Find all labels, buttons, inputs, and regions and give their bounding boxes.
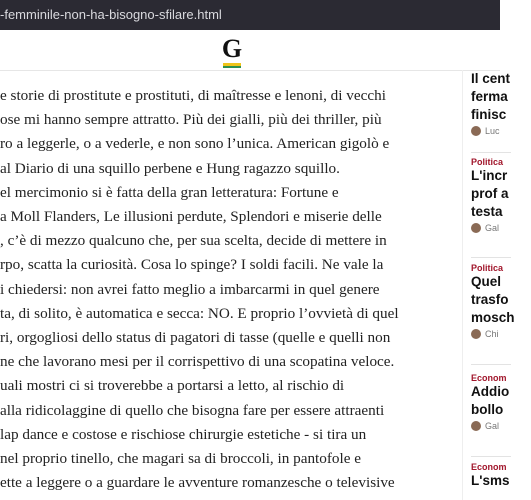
article-line: rpo, scatta la curiosità. Cosa lo spinge? I soldi facili. Ne vale la xyxy=(0,256,384,274)
article-body xyxy=(0,84,445,500)
article-line: ose mi hanno sempre attratto. Più dei gialli, più dei thriller, più xyxy=(0,111,382,129)
related-sidebar xyxy=(462,70,515,500)
sidebar-category[interactable]: Econom xyxy=(471,373,507,383)
article-line: lap dance e costose e rischiose chirurgie estetiche - si tira un xyxy=(0,425,367,443)
sidebar-author-name: Gal xyxy=(485,421,500,431)
sidebar-divider xyxy=(471,364,511,365)
sidebar-category[interactable]: Politica xyxy=(471,263,504,273)
sidebar-article[interactable] xyxy=(471,157,531,233)
sidebar-divider xyxy=(471,152,511,153)
sidebar-article[interactable] xyxy=(471,373,531,431)
sidebar-article[interactable] xyxy=(471,70,531,136)
sidebar-article-title[interactable]: prof a xyxy=(471,186,509,201)
logo-letter: G xyxy=(221,34,243,63)
article-line: ne che lavorano mesi per il corrispettivo di una scopatina veloce. xyxy=(0,353,395,371)
sidebar-article-title[interactable]: L'sms xyxy=(471,473,510,488)
sidebar-article-title[interactable]: ferma xyxy=(471,89,508,104)
sidebar-author xyxy=(471,126,531,136)
article-line: ri, orgogliosi dello status di pagatori di tasse (quelle e quelli non xyxy=(0,329,391,347)
sidebar-article-title[interactable]: bollo xyxy=(471,402,504,417)
site-header xyxy=(0,30,500,71)
sidebar-article-title[interactable]: Quel xyxy=(471,274,502,289)
avatar xyxy=(471,223,481,233)
sidebar-category[interactable]: Econom xyxy=(471,462,507,472)
sidebar-divider xyxy=(471,257,511,258)
sidebar-article[interactable] xyxy=(471,263,531,339)
sidebar-divider xyxy=(471,456,511,457)
article-line: e storie di prostitute e prostituti, di maîtresse e lenoni, di vecchi xyxy=(0,87,386,104)
sidebar-author xyxy=(471,329,531,339)
article-line: el mercimonio si è fatta della gran letteratura: Fortune e xyxy=(0,183,339,201)
article-line: al Diario di una squillo perbene e Hung ragazzo squillo. xyxy=(0,159,340,177)
article-line: ette a leggere o a guardare le avventure romanzesche o televisive xyxy=(0,474,395,492)
sidebar-article-title[interactable]: L'incr xyxy=(471,168,508,183)
article-line: a Moll Flanders, Le illusioni perdute, Splendori e miserie delle xyxy=(0,208,382,226)
article-line: ta, di solito, è automatica e secca: NO. E proprio l’ovvietà di quel xyxy=(0,304,399,322)
avatar xyxy=(471,329,481,339)
article-line: nel proprio tinello, che magari sa di broccoli, in pantofole e xyxy=(0,450,362,468)
site-logo[interactable] xyxy=(221,36,243,66)
sidebar-article-title[interactable]: mosch xyxy=(471,310,515,325)
sidebar-article-title[interactable]: Addio xyxy=(471,384,510,399)
url-text[interactable]: -femminile-non-ha-bisogno-sfilare.html xyxy=(0,7,222,22)
sidebar-author-name: Luc xyxy=(485,126,500,136)
sidebar-author-name: Chi xyxy=(485,329,499,339)
sidebar-author xyxy=(471,223,531,233)
sidebar-category[interactable]: Politica xyxy=(471,157,504,167)
sidebar-article-title[interactable]: finisc xyxy=(471,107,507,122)
article-line: uali mostri ci si troverebbe a portarsi a letto, al rischio di xyxy=(0,377,345,395)
logo-underline xyxy=(223,63,241,68)
avatar xyxy=(471,126,481,136)
sidebar-article-title[interactable]: testa xyxy=(471,204,503,219)
article-line: alla ridicolaggine di quello che bisogna fare per essere attraenti xyxy=(0,401,385,419)
article-line: , c’è di mezzo qualcuno che, per sua scelta, decide di mettere in xyxy=(0,232,387,250)
sidebar-author xyxy=(471,421,531,431)
sidebar-article-title[interactable]: trasfo xyxy=(471,292,509,307)
article-line: ro a leggerle, o a vederle, e non sono l’unica. American gigolò e xyxy=(0,135,390,153)
sidebar-article[interactable] xyxy=(471,462,531,490)
article-line: i chiedersi: non avrei fatto meglio a imbarcarmi in quel genere xyxy=(0,280,380,298)
address-bar[interactable] xyxy=(0,0,500,30)
sidebar-article-title[interactable]: Il cent xyxy=(471,71,511,86)
sidebar-author-name: Gal xyxy=(485,223,500,233)
avatar xyxy=(471,421,481,431)
